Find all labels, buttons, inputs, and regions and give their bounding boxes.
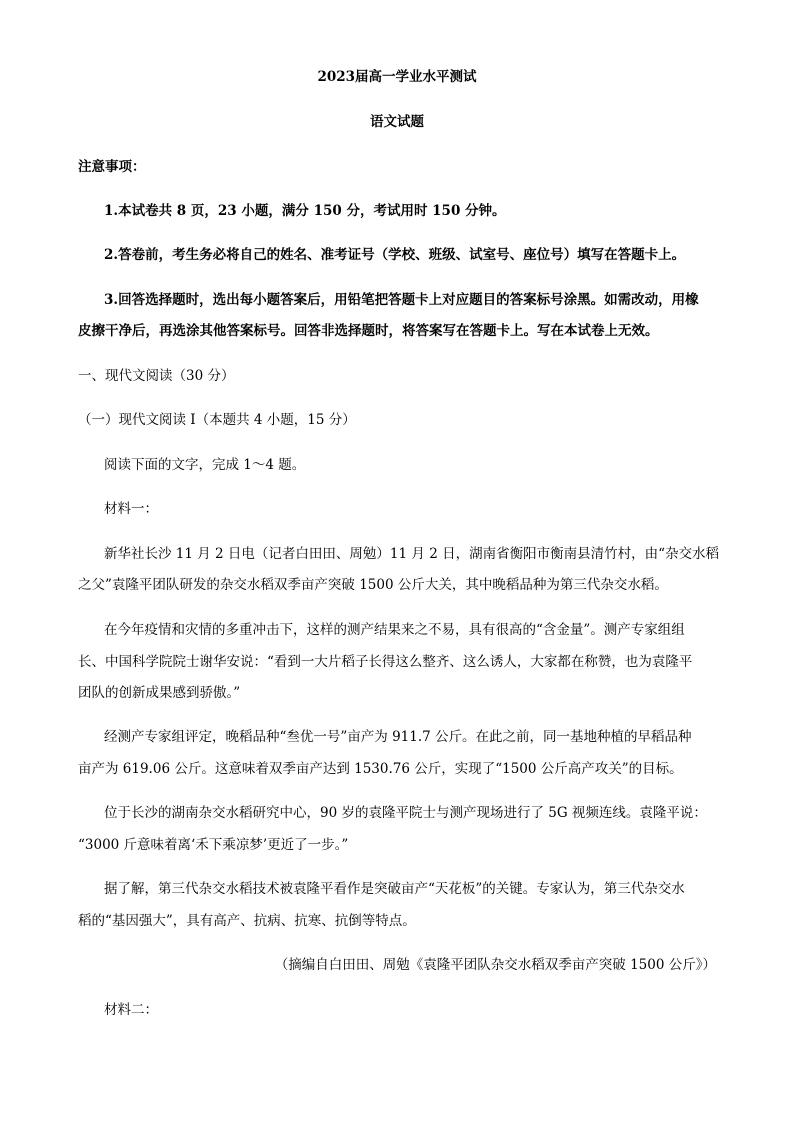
exam-title: 2023届高一学业水平测试	[317, 69, 477, 85]
notice-item-1: 1.本试卷共 8 页，23 小题，满分 150 分，考试用时 150 分钟。	[104, 203, 506, 219]
paragraph-5-line-1: 据了解，第三代杂交水稻技术被袁隆平看作是突破亩产“天花板”的关键。专家认为，第三代杂交水	[104, 881, 685, 897]
notice-item-3-line-1: 3.回答选择题时，选出每小题答案后，用铅笔把答题卡上对应题目的答案标号涂黑。如需改动，用橡	[104, 292, 699, 308]
paragraph-2-line-2: 长、中国科学院院士谢华安说：“看到一大片稻子长得这么整齐、这么诱人，大家都在称赞，也为袁隆平	[78, 654, 693, 670]
paragraph-4-line-1: 位于长沙的湖南杂交水稻研究中心，90 岁的袁隆平院士与测产现场进行了 5G 视频连线。袁隆平说：	[104, 805, 707, 821]
section-title: 一、现代文阅读（30 分）	[78, 368, 235, 384]
notice-item-2: 2.答卷前，考生务必将自己的姓名、准考证号（学校、班级、试室号、座位号）填写在答题卡上。	[104, 247, 686, 263]
reading-instruction: 阅读下面的文字，完成 1～4 题。	[104, 457, 306, 473]
paragraph-2-line-1: 在今年疫情和灾情的多重冲击下，这样的测产结果来之不易，具有很高的“含金量”。测产专家组组	[104, 622, 685, 638]
notice-heading: 注意事项：	[78, 159, 146, 175]
notice-item-3-line-2: 皮擦干净后，再选涂其他答案标号。回答非选择题时，将答案写在答题卡上。写在本试卷上无效。	[78, 323, 659, 339]
material-1-label: 材料一：	[104, 501, 158, 517]
paragraph-5-line-2: 稻的“基因强大”，具有高产、抗病、抗寒、抗倒等特点。	[78, 913, 416, 929]
subsection-title: （一）现代文阅读 I（本题共 4 小题，15 分）	[78, 412, 356, 428]
paragraph-3-line-1: 经测产专家组评定，晚稻品种“叁优一号”亩产为 911.7 公斤。在此之前，同一基地种植的早稻品种	[104, 729, 692, 745]
paragraph-3-line-2: 亩产为 619.06 公斤。这意味着双季亩产达到 1530.76 公斤，实现了“1500 公斤高产攻关”的目标。	[78, 761, 683, 777]
subject-title: 语文试题	[370, 114, 424, 130]
paragraph-2-line-3: 团队的创新成果感到骄傲。”	[78, 685, 241, 701]
material-2-label: 材料二：	[104, 1002, 158, 1018]
paragraph-4-line-2: “3000 斤意味着离‘禾下乘凉梦’更近了一步。”	[78, 837, 349, 853]
paragraph-1-line-2: 之父”袁隆平团队研发的杂交水稻双季亩产突破 1500 公斤大关，其中晚稻品种为第三代杂交水稻。	[78, 577, 668, 593]
material-1-source: （摘编自白田田、周勉《袁隆平团队杂交水稻双季亩产突破 1500 公斤》）	[274, 957, 716, 973]
paragraph-1-line-1: 新华社长沙 11 月 2 日电（记者白田田、周勉）11 月 2 日，湖南省衡阳市衡南县清竹村，由“杂交水稻	[104, 546, 719, 562]
